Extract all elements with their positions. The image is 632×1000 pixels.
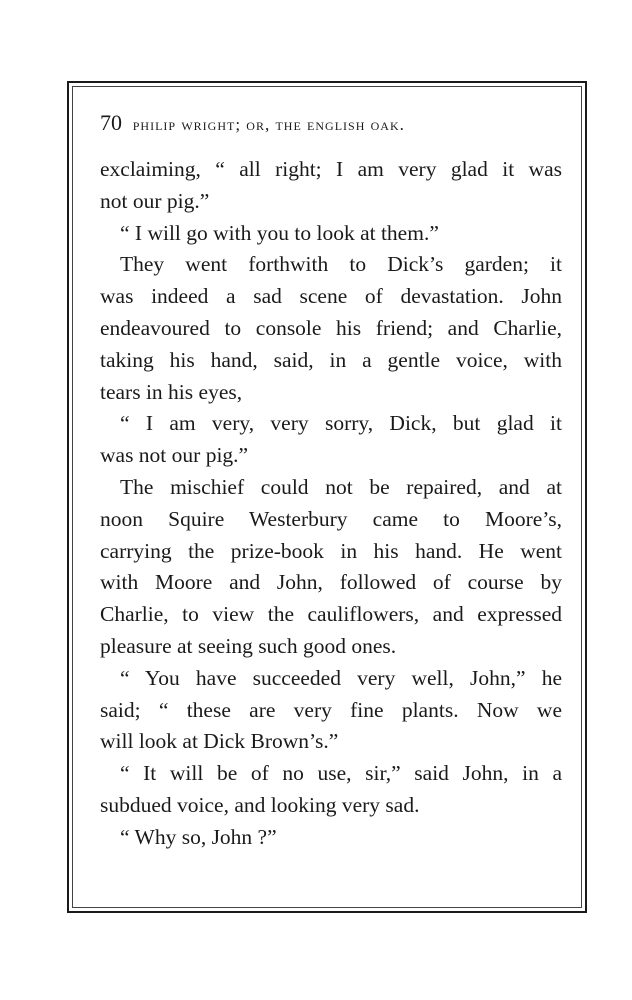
text-line: tears in his eyes, xyxy=(100,379,243,404)
text-line: noon Squire Westerbury came to Moore’s, xyxy=(100,506,562,531)
page-header xyxy=(100,110,560,140)
text-line: with Moore and John, followed of course by xyxy=(100,570,562,595)
text-line: pleasure at seeing such good ones. xyxy=(100,633,397,658)
text-line: was not our pig.” xyxy=(100,443,249,468)
text-line: not our pig.” xyxy=(100,188,210,213)
text-line: They went forthwith to Dick’s garden; it xyxy=(120,252,562,277)
text-line: exclaiming, “ all right; I am very glad it was xyxy=(100,157,562,181)
text-line: “ Why so, John ?” xyxy=(120,824,277,849)
text-line: taking his hand, said, in a gentle voice, with xyxy=(100,347,562,372)
text-line: “ I am very, very sorry, Dick, but glad it xyxy=(120,411,562,436)
text-line: The mischief could not be repaired, and at xyxy=(120,474,562,499)
text-line: “ You have succeeded very well, John,” he xyxy=(120,665,562,690)
text-line: endeavoured to console his friend; and Charlie, xyxy=(100,315,562,340)
text-line: “ I will go with you to look at them.” xyxy=(120,220,439,245)
text-line: will look at Dick Brown’s.” xyxy=(100,729,339,754)
text-line: Charlie, to view the cauliflowers, and expressed xyxy=(100,602,562,627)
body-text xyxy=(100,154,562,854)
text-line: carrying the prize-book in his hand. He went xyxy=(100,538,562,563)
page-number: 70 xyxy=(100,110,122,135)
running-title: philip wright; or, the english oak. xyxy=(132,115,405,134)
text-line: subdued voice, and looking very sad. xyxy=(100,792,420,817)
text-line: was indeed a sad scene of devastation. John xyxy=(100,284,562,309)
text-line: said; “ these are very fine plants. Now we xyxy=(100,697,562,722)
text-line: “ It will be of no use, sir,” said John, in a xyxy=(120,761,562,786)
